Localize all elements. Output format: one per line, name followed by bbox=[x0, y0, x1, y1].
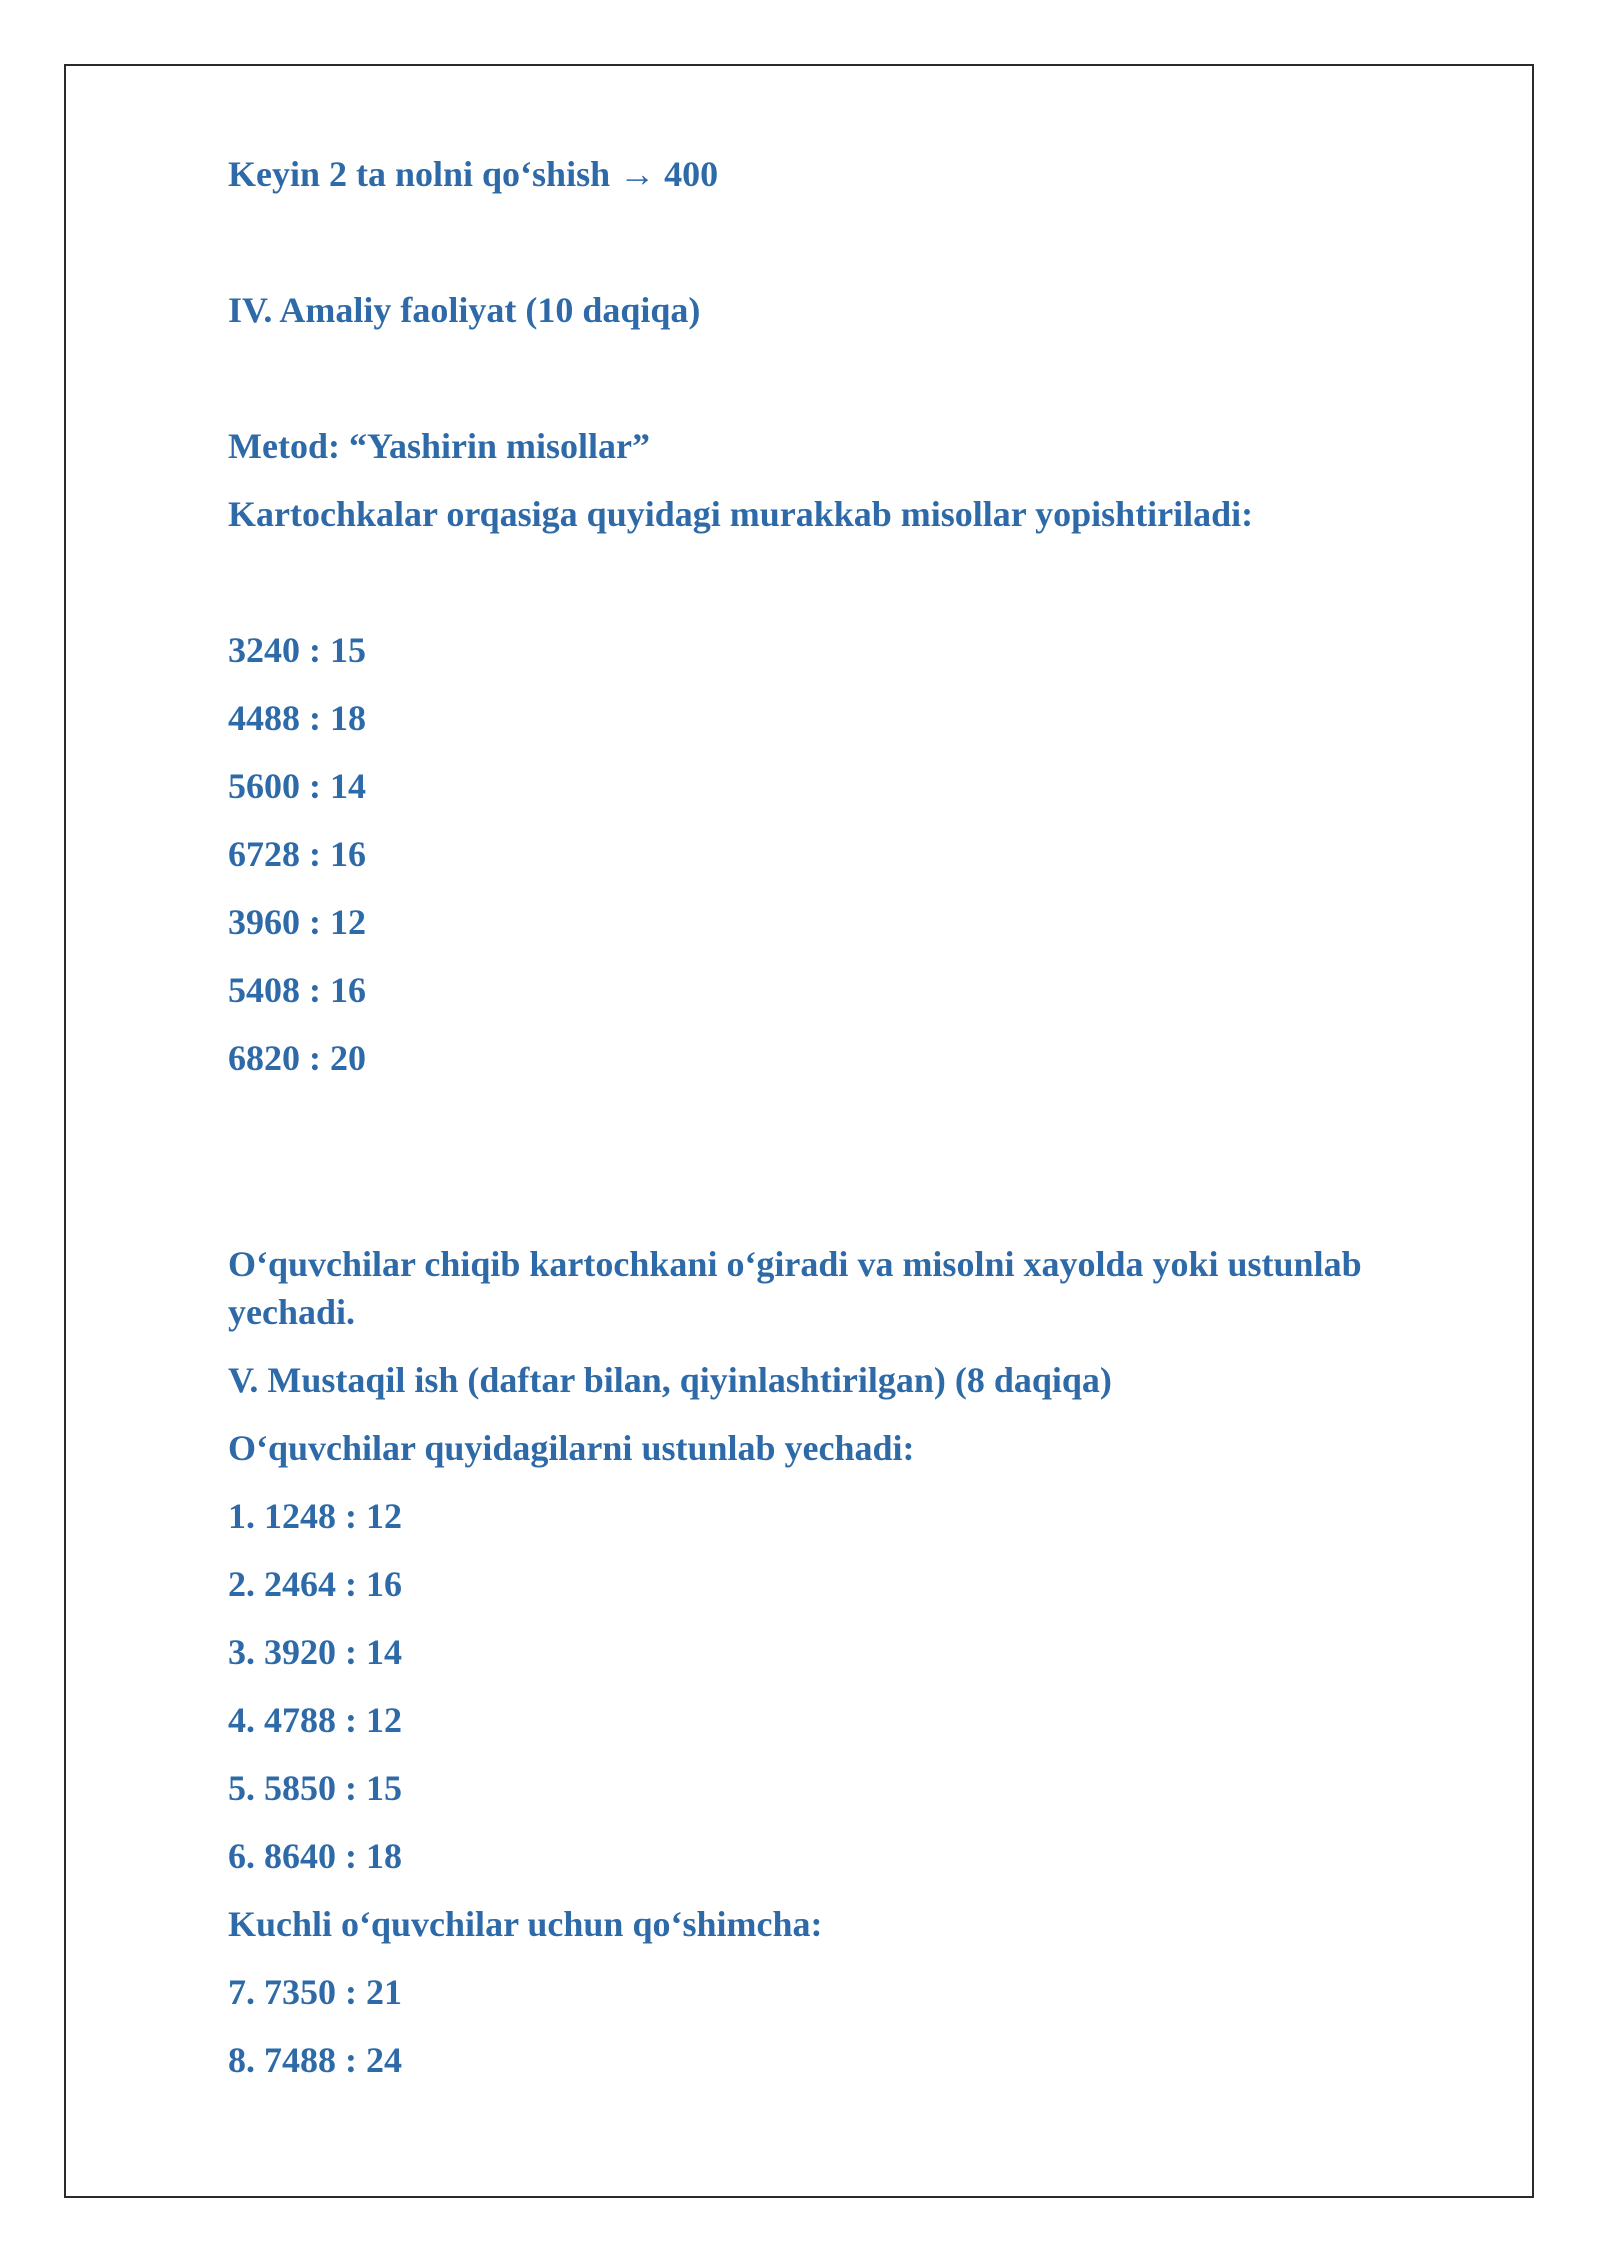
hidden-example: 5600 : 14 bbox=[228, 766, 366, 806]
task-item: 3. 3920 : 14 bbox=[228, 1632, 402, 1672]
hidden-example: 6820 : 20 bbox=[228, 1038, 366, 1078]
extra-task-item: 8. 7488 : 24 bbox=[228, 2040, 402, 2080]
method-label: Metod: “Yashirin misollar” bbox=[228, 426, 650, 466]
hidden-example: 6728 : 16 bbox=[228, 834, 366, 874]
task-item: 4. 4788 : 12 bbox=[228, 1700, 402, 1740]
solve-intro: O‘quvchilar quyidagilarni ustunlab yechadi: bbox=[228, 1428, 915, 1468]
task-item: 6. 8640 : 18 bbox=[228, 1836, 402, 1876]
task-item: 1. 1248 : 12 bbox=[228, 1496, 402, 1536]
cards-sentence: Kartochkalar orqasiga quyidagi murakkab misollar yopishtiriladi: bbox=[228, 494, 1254, 534]
students-sentence: O‘quvchilar chiqib kartochkani o‘giradi va misolni xayolda yoki ustunlab yechadi. bbox=[228, 1244, 1362, 1332]
task-item: 5. 5850 : 15 bbox=[228, 1768, 402, 1808]
section-heading-amaliy-faoliyat: IV. Amaliy faoliyat (10 daqiqa) bbox=[228, 290, 701, 330]
extra-task-item: 7. 7350 : 21 bbox=[228, 1972, 402, 2012]
extra-heading: Kuchli o‘quvchilar uchun qo‘shimcha: bbox=[228, 1904, 823, 1944]
hidden-example: 3240 : 15 bbox=[228, 630, 366, 670]
hidden-example: 4488 : 18 bbox=[228, 698, 366, 738]
section-heading-mustaqil-ish: V. Mustaqil ish (daftar bilan, qiyinlashtirilgan) (8 daqiqa) bbox=[228, 1360, 1112, 1400]
hidden-example: 5408 : 16 bbox=[228, 970, 366, 1010]
task-item: 2. 2464 : 16 bbox=[228, 1564, 402, 1604]
intro-line: Keyin 2 ta nolni qo‘shish → 400 bbox=[228, 154, 719, 194]
hidden-example: 3960 : 12 bbox=[228, 902, 366, 942]
